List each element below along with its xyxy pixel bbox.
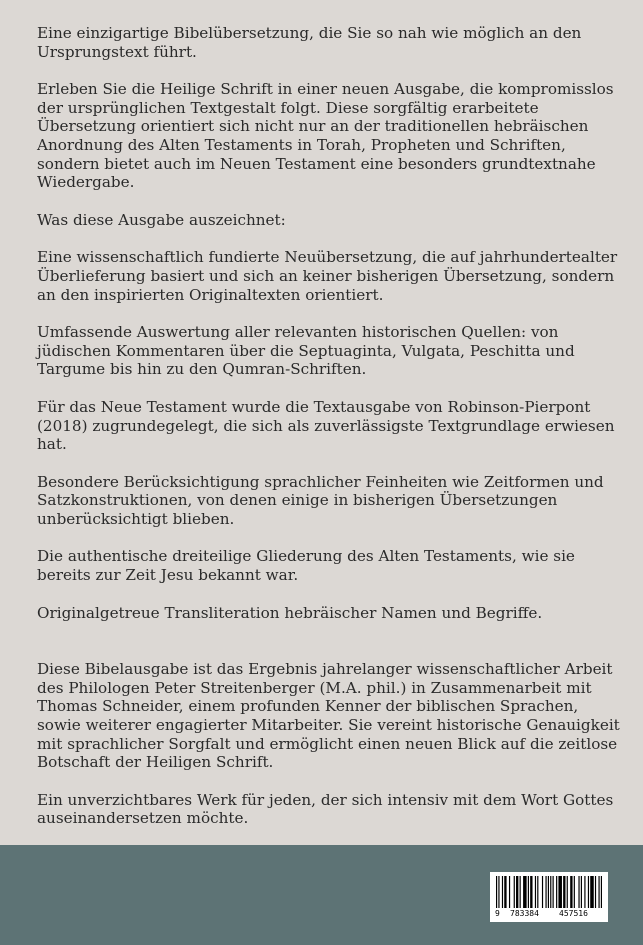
barcode-bar (496, 876, 497, 908)
barcode-bar (601, 876, 602, 908)
intro-paragraph: Eine einzigartige Bibelübersetzung, die Sie so nah wie möglich an den Ursprungstext führt. (37, 24, 582, 61)
feature-paragraph: Originalgetreue Transliteration hebräischer Namen und Begriffe. (37, 603, 543, 622)
barcode-bar (545, 876, 546, 908)
barcode-bar (567, 876, 568, 908)
isbn-barcode (490, 872, 608, 922)
barcode-bar (553, 876, 554, 908)
closing-paragraph: Ein unverzichtbares Werk für jeden, der sich intensiv mit dem Wort Gottes auseinandersetzen möchte. (37, 790, 614, 828)
description-paragraph: Erleben Sie die Heilige Schrift in einer neuen Ausgabe, die kompromisslos der ursprünglichen Textgestalt folgt. Diese sorgfältig erarbeitete Übersetzung orientiert sich nicht nur an der traditionellen hebräischen Anordnung des Alten Testaments in Torah, Propheten und Schriften, sondern bietet auch im Neuen Testament eine besonders grundtextnahe Wiedergabe. (37, 80, 614, 192)
barcode-bar (556, 876, 557, 908)
barcode-bar (520, 876, 521, 908)
barcode-bar (514, 876, 515, 908)
barcode-bar (537, 876, 538, 908)
footer-band (0, 845, 643, 945)
feature-paragraph: Eine wissenschaftlich fundierte Neuübersetzung, die auf jahrhundertealter Überlieferung basiert und sich an keiner bisherigen Übersetzung, sondern an den inspirierten Originaltexten orientiert. (37, 248, 618, 304)
feature-paragraph: Die authentische dreiteilige Gliederung des Alten Testaments, wie sie bereits zur Zeit Jesu bekannt war. (37, 547, 575, 585)
barcode-group-2: 457516 (559, 909, 588, 918)
barcode-bar (530, 876, 532, 908)
barcode-bar (509, 876, 510, 908)
barcode-bar (528, 876, 529, 908)
feature-paragraph: Für das Neue Testament wurde die Textausgabe von Robinson-Pierpont (2018) zugrundegelegt, die sich als zuverlässigste Textgrundlage erwiesen hat. (37, 397, 615, 454)
barcode-bar (581, 876, 582, 908)
barcode-bar (548, 876, 549, 908)
barcode-bar (598, 876, 599, 908)
feature-paragraph: Besondere Berücksichtigung sprachlicher Feinheiten wie Zeitformen und Satzkonstruktionen, von denen einige in bisherigen Übersetzungen unberücksichtigt blieben. (37, 472, 604, 528)
barcode-bar (550, 876, 551, 908)
barcode-bar (504, 876, 506, 908)
back-cover-text (37, 24, 622, 847)
barcode-bars (496, 876, 602, 908)
barcode-bar (584, 876, 585, 908)
barcode-bar (542, 876, 543, 908)
barcode-bar (588, 876, 589, 908)
authors-paragraph: Diese Bibelausgabe ist das Ergebnis jahrelanger wissenschaftlicher Arbeit des Philologen Peter Streitenberger (M.A. phil.) in Zusammenarbeit mit Thomas Schneider, einem profunden Kenner der biblischen Sprachen, sowie weiterer engagierter Mitarbeiter. Sie vereint historische Genauigkeit mit sprachlicher Sorgfalt und ermöglicht einen neuen Blick auf die zeitlose Botschaft der Heiligen Schrift. (37, 660, 620, 772)
barcode-bar (523, 876, 527, 908)
barcode-bar (595, 876, 596, 908)
feature-paragraph: Umfassende Auswertung aller relevanten historischen Quellen: von jüdischen Kommentaren über die Septuaginta, Vulgata, Peschitta und Targume bis hin zu den Qumran-Schriften. (37, 323, 575, 379)
barcode-bar (516, 876, 518, 908)
features-heading: Was diese Ausgabe auszeichnet: (37, 210, 286, 229)
barcode-bar (558, 876, 562, 908)
barcode-bar (563, 876, 565, 908)
barcode-bar (578, 876, 579, 908)
barcode-bar (535, 876, 536, 908)
barcode-group-1: 783384 (510, 909, 539, 918)
barcode-bar (570, 876, 572, 908)
barcode-bar (498, 876, 499, 908)
barcode-bar (590, 876, 594, 908)
barcode-bar (502, 876, 503, 908)
barcode-bar (574, 876, 575, 908)
barcode-digits (493, 909, 605, 919)
barcode-lead-digit: 9 (495, 909, 500, 918)
